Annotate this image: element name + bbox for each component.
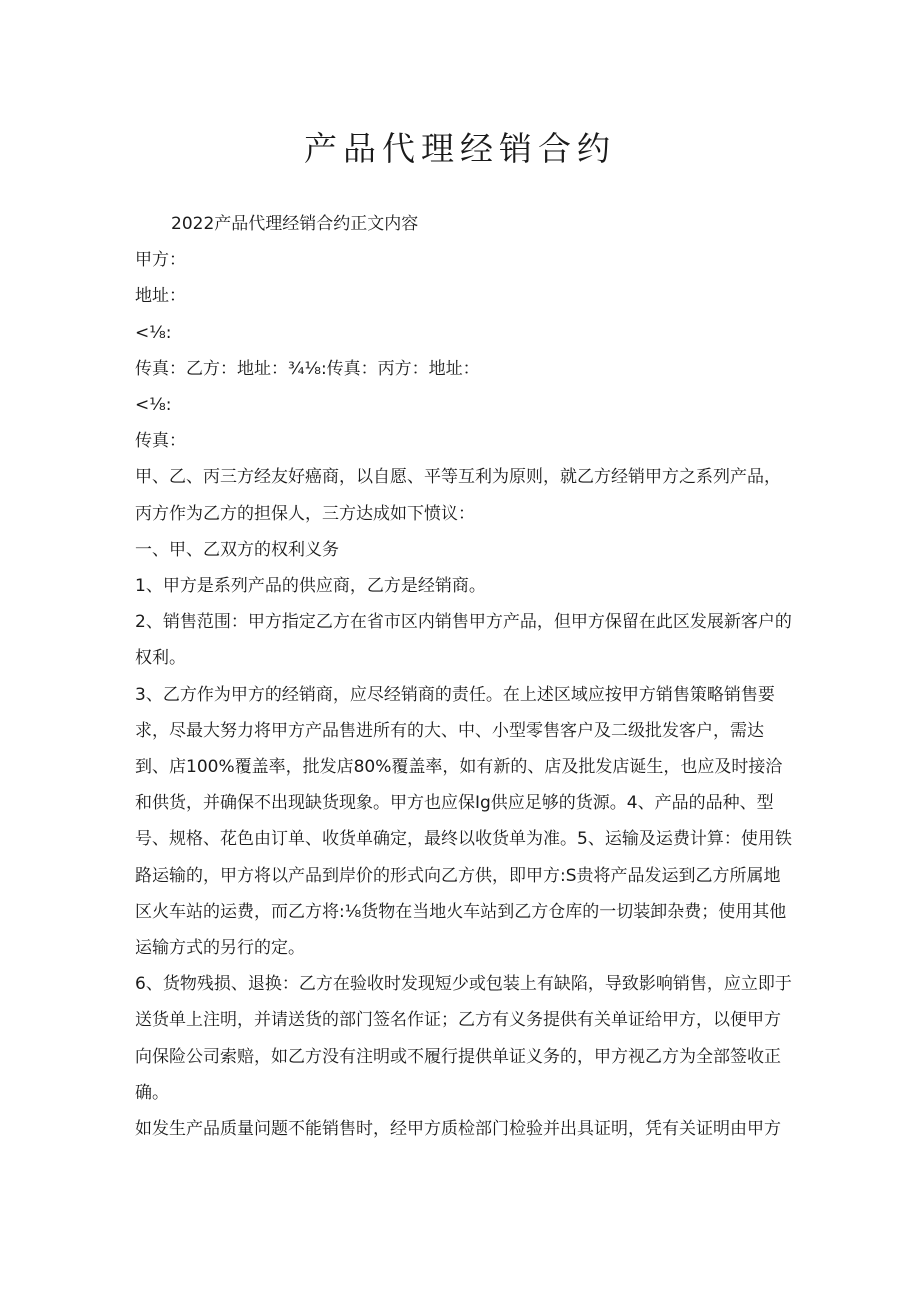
clause-3: 3、乙方作为甲方的经销商，应尽经销商的责任。在上述区域应按甲方销售策略销售要求，尽最大努力将甲方产品售进所有的大、中、小型零售客户及二级批发客户，需达到、店100%覆盖率，批发店80%覆盖率，如有新的、店及批发店诞生，也应及时接洽和供货，并确保不出现缺货现象。甲方也应保Ig供应足够的货源。4、产品的品种、型号、规格、花色由订单、收货单确定，最终以收货单为准。5、运输及运费计算：使用铁路运输的，甲方将以产品到岸价的形式向乙方供，即甲方:S贵将产品发运到乙方所属地区火车站的运费，而乙方将:⅛货物在当地火车站到乙方仓库的一切装卸杂费；使用其他运输方式的另行的定。: [135, 684, 792, 959]
party-c-phone: <⅛:: [135, 395, 172, 416]
document-subtitle: 2022产品代理经销合约正文内容: [171, 214, 419, 234]
clause-2: 2、销售范围：甲方指定乙方在省市区内销售甲方产品，但甲方保留在此区发展新客户的权利。: [135, 612, 792, 669]
party-c-fax: 传真：: [135, 431, 186, 452]
document-body: [135, 206, 795, 1147]
section-heading-rights: 一、甲、乙双方的权利义务: [135, 539, 339, 560]
clause-6: 6、货物残损、退换：乙方在验收时发现短少或包装上有缺陷，导致影响销售，应立即于送货单上注明，并请送货的部门签名作证；乙方有义务提供有关单证给甲方，以便甲方向保险公司索赔，如乙方没有注明或不履行提供单证义务的，甲方视乙方为全部签收正确。: [135, 974, 792, 1103]
party-a-phone: <⅛:: [135, 322, 172, 343]
party-a-label: 甲方：: [135, 250, 186, 271]
clause-quality: 如发生产品质量问题不能销售时，经甲方质检部门检验并出具证明，凭有关证明由甲方: [135, 1119, 781, 1140]
clause-1: 1、甲方是系列产品的供应商，乙方是经销商。: [135, 576, 486, 597]
party-a-address: 地址：: [135, 286, 186, 307]
document-title: 产品代理经销合约: [304, 129, 616, 168]
party-info-line: 传真：乙方：地址：¾⅛:传真：丙方：地址：: [135, 358, 480, 379]
contract-preamble: 甲、乙、丙三方经友好癌商，以自愿、平等互利为原则，就乙方经销甲方之系列产品，丙方作为乙方的担保人，三方达成如下愤议：: [135, 467, 781, 524]
